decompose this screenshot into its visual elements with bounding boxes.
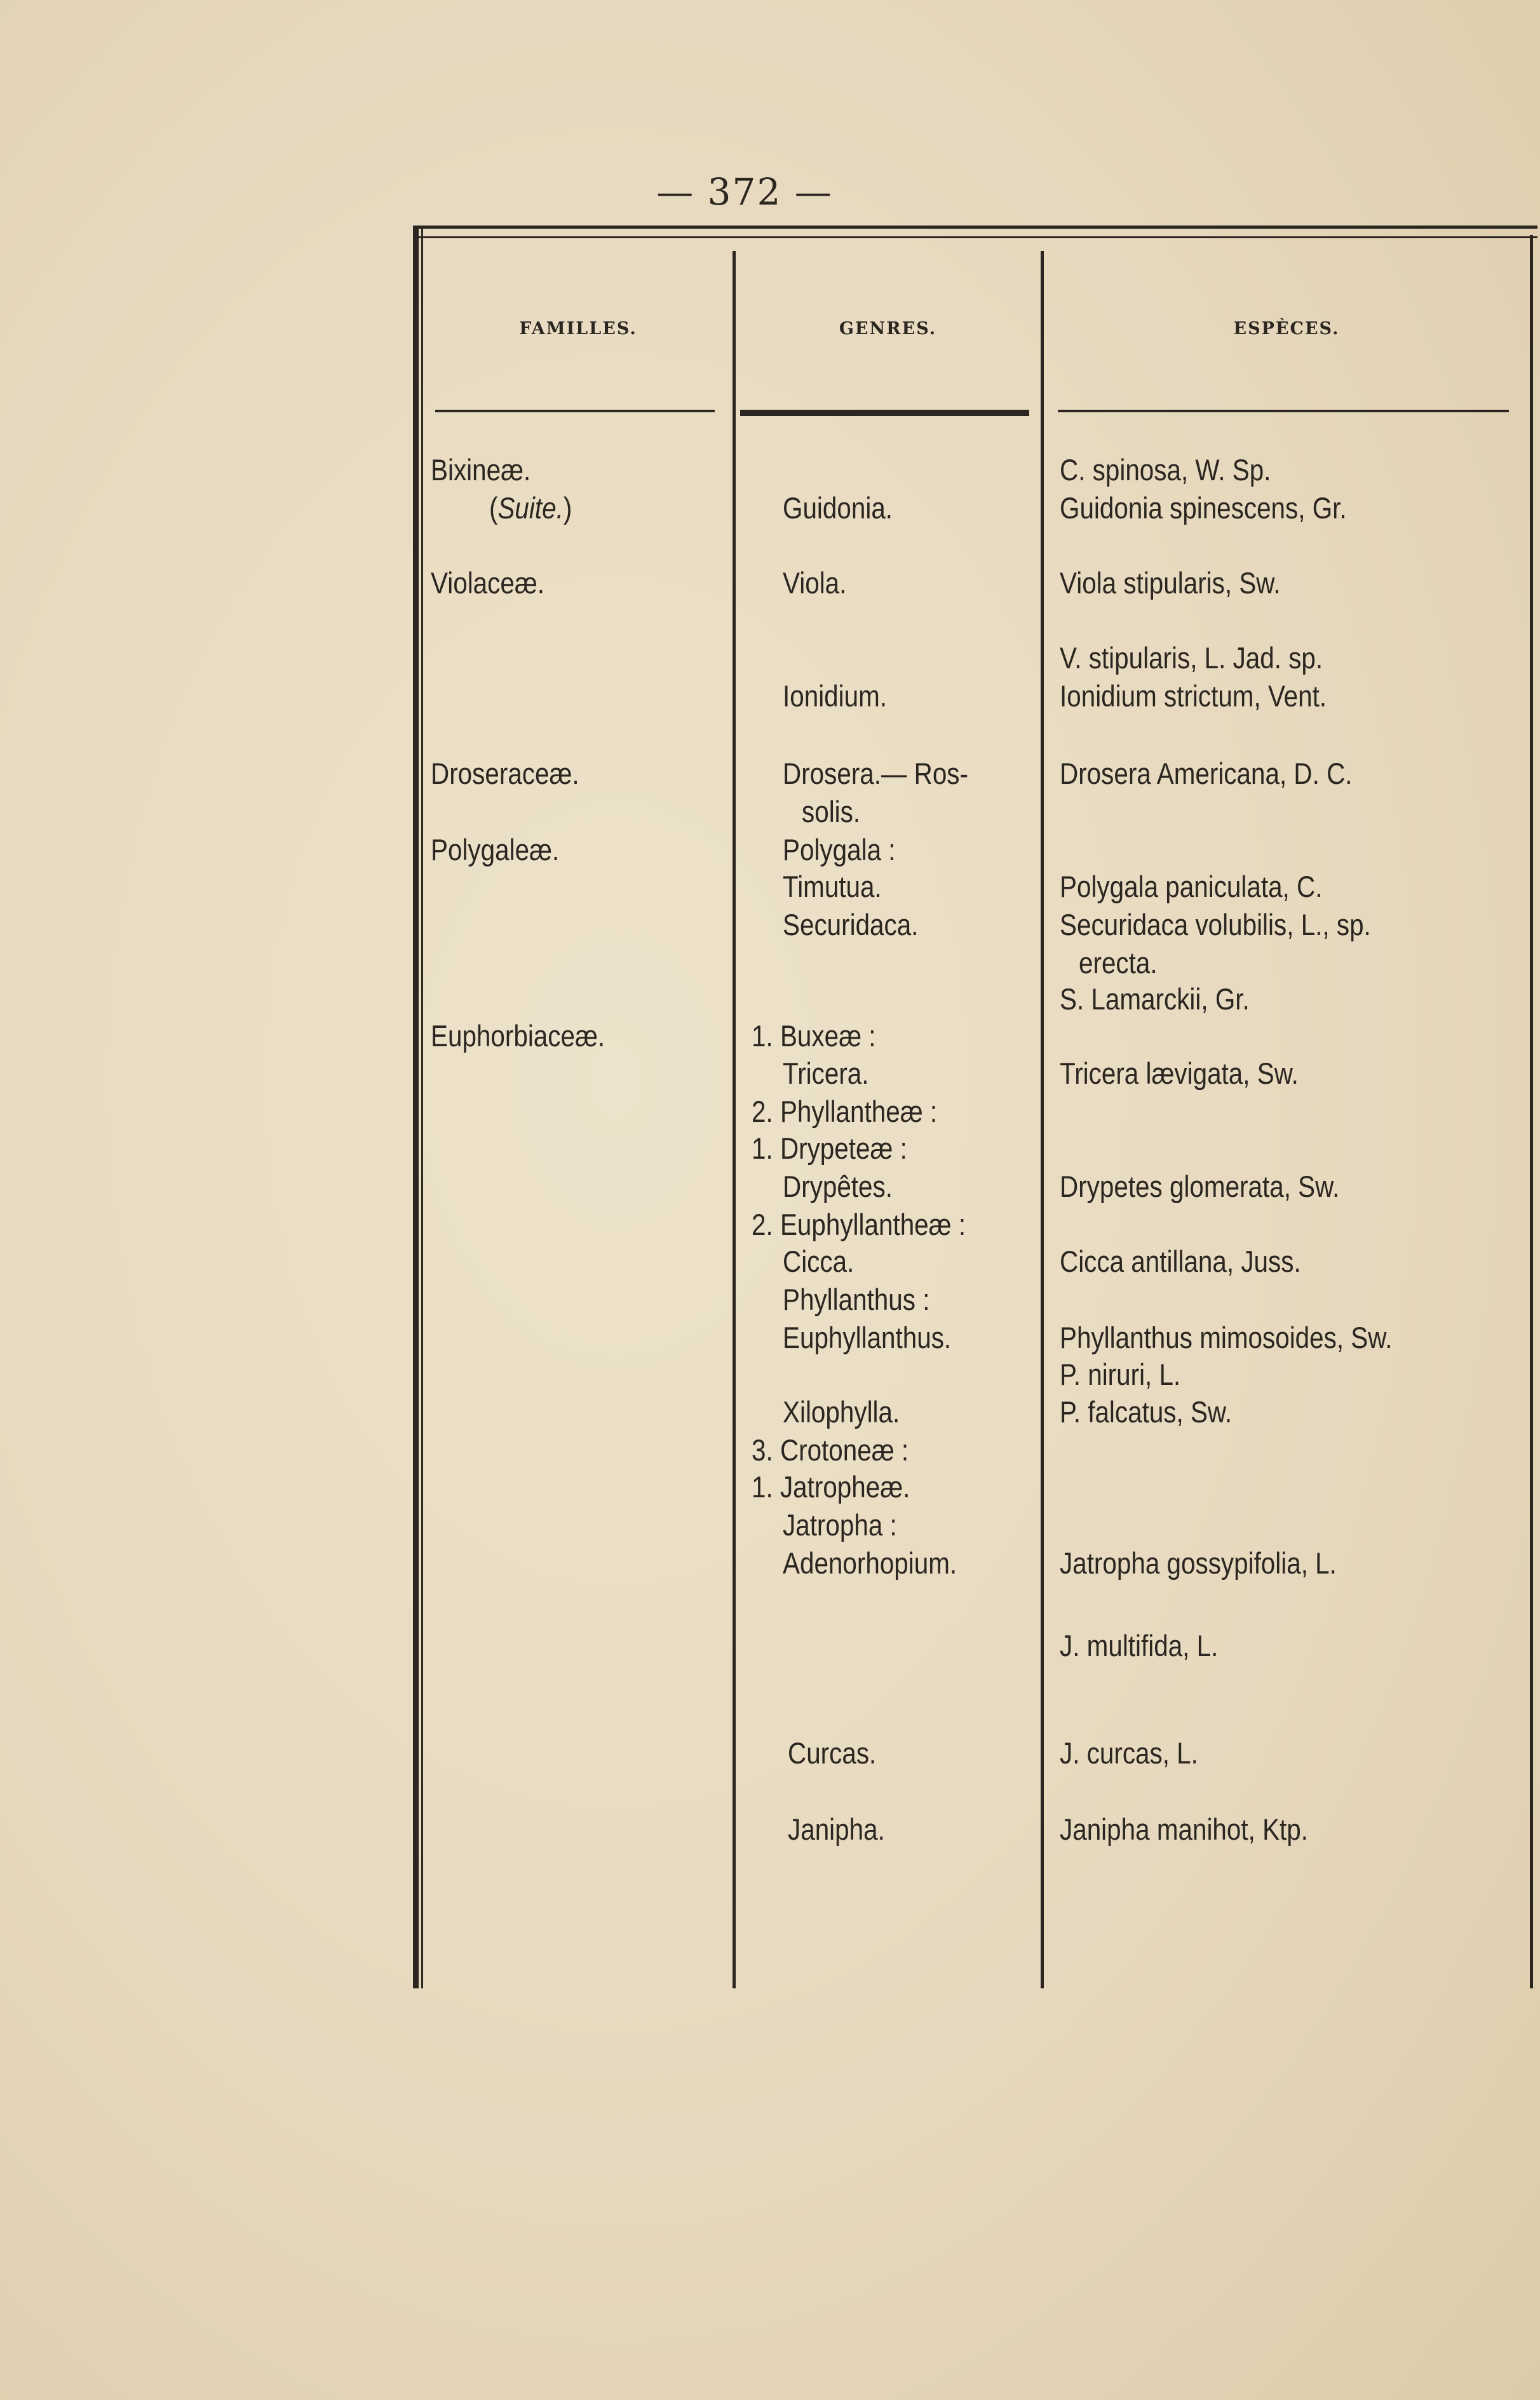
genre-entry: 3. Crotoneæ :	[752, 1433, 909, 1467]
espece-entry: P. niruri, L.	[1060, 1358, 1181, 1391]
genre-entry: Drypêtes.	[783, 1170, 893, 1203]
genre-entry: Adenorhopium.	[783, 1546, 957, 1580]
genre-entry: 1. Buxeæ :	[752, 1019, 876, 1053]
genre-entry: 2. Euphyllantheæ :	[752, 1208, 966, 1241]
espece-entry: erecta.	[1079, 946, 1158, 980]
famille-droseraceae: Droseraceæ.	[431, 757, 579, 790]
genre-entry: Ionidium.	[783, 679, 888, 713]
espece-entry: S. Lamarckii, Gr.	[1060, 982, 1250, 1016]
espece-entry: Janipha manihot, Ktp.	[1060, 1812, 1308, 1846]
espece-entry: Guidonia spinescens, Gr.	[1060, 491, 1347, 525]
header-rule-familles	[435, 410, 715, 412]
espece-entry: Polygala paniculata, C.	[1060, 870, 1323, 903]
header-especes: ESPÈCES.	[1233, 319, 1340, 339]
espece-entry: V. stipularis, L. Jad. sp.	[1060, 641, 1323, 675]
column-divider-1	[733, 251, 736, 1988]
espece-entry: J. curcas, L.	[1060, 1736, 1198, 1770]
espece-entry: Viola stipularis, Sw.	[1060, 566, 1281, 600]
espece-entry: J. multifida, L.	[1060, 1629, 1219, 1662]
genre-entry: 1. Jatropheæ.	[752, 1470, 910, 1504]
page-number: — 372 —	[656, 170, 833, 213]
genre-entry: Phyllanthus :	[783, 1283, 930, 1316]
genre-entry: Tricera.	[783, 1056, 869, 1090]
espece-entry: Drosera Americana, D. C.	[1060, 757, 1353, 790]
genre-entry: Securidaca.	[783, 908, 919, 941]
table-top-rule	[413, 226, 1537, 238]
genre-entry: 1. Drypeteæ :	[752, 1131, 907, 1165]
espece-entry: Phyllanthus mimosoides, Sw.	[1060, 1321, 1393, 1354]
famille-euphorbiaceae: Euphorbiaceæ.	[431, 1019, 605, 1053]
espece-entry: Drypetes glomerata, Sw.	[1060, 1170, 1340, 1203]
famille-bixineae-suite	[489, 490, 572, 525]
genre-entry: Jatropha :	[783, 1508, 897, 1542]
table-right-border	[1530, 235, 1533, 1988]
genre-entry: Xilophylla.	[783, 1395, 900, 1429]
espece-entry: Tricera lævigata, Sw.	[1060, 1056, 1299, 1090]
header-rule-especes	[1058, 410, 1509, 412]
table-left-inner-border	[421, 226, 423, 1988]
header-genres: GENRES.	[839, 319, 937, 339]
genre-entry: Janipha.	[788, 1812, 885, 1846]
espece-entry: C. spinosa, W. Sp.	[1060, 453, 1271, 487]
genre-entry: Viola.	[783, 566, 847, 600]
famille-polygaleae: Polygaleæ.	[431, 833, 560, 866]
espece-entry: Ionidium strictum, Vent.	[1060, 679, 1327, 713]
espece-entry: Securidaca volubilis, L., sp.	[1060, 908, 1371, 941]
suite-open: (	[489, 491, 498, 525]
header-rule-genres	[740, 410, 1029, 416]
header-familles: FAMILLES.	[519, 319, 637, 339]
espece-entry: P. falcatus, Sw.	[1060, 1395, 1233, 1429]
espece-entry: Cicca antillana, Juss.	[1060, 1244, 1301, 1278]
genre-entry: Curcas.	[788, 1736, 877, 1770]
genre-entry: Cicca.	[783, 1244, 854, 1278]
genre-entry: Euphyllanthus.	[783, 1321, 952, 1354]
genre-entry: 2. Phyllantheæ :	[752, 1095, 938, 1128]
suite-word: Suite.	[497, 491, 564, 525]
genre-entry: Drosera.— Ros-	[783, 757, 968, 790]
genre-entry: solis.	[802, 795, 861, 828]
famille-bixineae: Bixineæ.	[431, 453, 531, 487]
table-left-border	[413, 226, 419, 1988]
genre-entry: Guidonia.	[783, 491, 893, 525]
genre-entry: Timutua.	[783, 870, 882, 903]
column-divider-2	[1041, 251, 1044, 1988]
suite-close: )	[563, 491, 572, 525]
genre-entry: Polygala :	[783, 833, 896, 866]
espece-entry: Jatropha gossypifolia, L.	[1060, 1546, 1337, 1580]
famille-violaceae: Violaceæ.	[431, 566, 545, 600]
